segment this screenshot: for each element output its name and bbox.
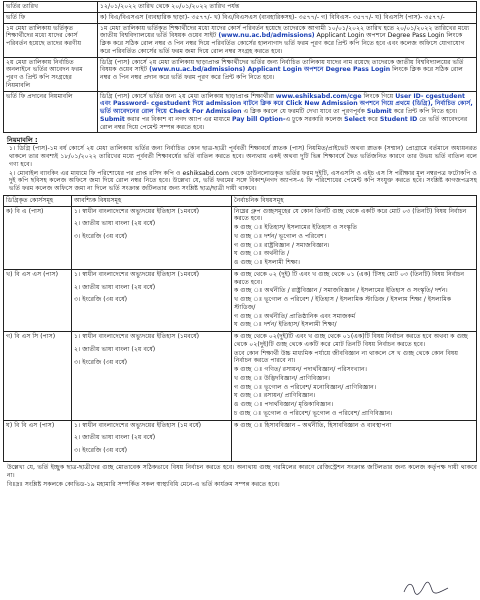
elective-subject: ঘ গুচ্ছ ঃ রসায়ন/ প্রাণিবিজ্ঞান। bbox=[234, 392, 316, 400]
rule-item: ২। মোবাইল ব্যাংকিং এর মাধ্যমে ফি পরিশোধের পর প্রাপ্ত রসিদ কপি ও eshiksabd.com থেকে ডাউনলোডকৃত ভর্তির ফরম দুইটি, এসএসসি ও এইচ এস সি পরীক্ষার মূল নম্বরপত্র ফটোকপি ও দুই কপি ছবিসহ কলেজ অফিসে জমা দিয়ে রোল নম্বর নিতে হবে। উল্লেখ্য যে, ভর্তি ফরমের সঙ্গে বিকাশ/নগদ অ্যাপস-এ ফি পরিশোধের পেমেন্ট কপি সংযুক্ত করতে হবে। সংশ্লিষ্ট কাগজপত্রসহ ভর্তি ফরম কলেজ অফিসে জমা না দিলে ভর্তি সংক্রান্ত জটিলতার জন্য সংশ্লিষ্ট ছাত্র/ছাত্রী দায়ী থাকবে। bbox=[9, 169, 477, 193]
info-row bbox=[4, 57, 477, 91]
col-general: আবশ্যিক বিষয়সমূহ bbox=[72, 195, 232, 206]
elective-subject: গ গুচ্ছ ঃ অর্থনীতি/ প্রাতিষ্ঠানিক এবং সমাজকর্ম bbox=[234, 312, 356, 320]
info-row bbox=[4, 23, 477, 57]
elective-subject: খ গুচ্ছ ঃ ভূগোল ও পরিবেশ / ইতিহাস / ইসলামিক স্টাডিজ / ইসলাম শিক্ষা / ইসলামিক স্টাডিজ/ bbox=[234, 296, 452, 311]
elective-subject: তবে কোন শিক্ষার্থী উচ্চ মাধ্যমিক পর্যায়ে জীববিজ্ঞান না থাকলে সে খ গুচ্ছ থেকে কোন বিষয় নির্বাচন করতে পারবে না। bbox=[234, 349, 458, 365]
info-value-part: User ID- cgestudent এবং Password- cgestudent দিয়ে admission বাটনে ক্লিক করে Click New Admission অপশনে গিয়ে প্রথমে (ডিগ্রি), নির্বাচিত কোর্স, ভর্তি আবেদনের রোল দিয়ে Check For Admission bbox=[100, 92, 473, 115]
col-degree: ডিগ্রিকৃত কোর্সসমূহ bbox=[4, 195, 72, 206]
info-value-part: Student ID bbox=[379, 115, 418, 123]
elective-subject: ক গুচ্ছ ঃ গণিত/ রসায়ন/ পদার্থবিজ্ঞান/ পরিসংখ্যান। bbox=[234, 366, 367, 374]
general-subject: ২। জাতীয় ভাষা বাংলা (২য় বর্ষে) bbox=[74, 283, 156, 291]
info-value-part: Select bbox=[344, 115, 366, 123]
elective-subject: ক গুচ্ছ থেকে ০২(দুই)টি এবং খ গুচ্ছ থেকে ০১(এক)টি বিষয় নির্বাচন করতে হবে অথবা ক গুচ্ছ থেকে ০২(দুই)টি গুচ্ছ থেকে একটি করে মোট তিনটি বিষয় নির্বাচন করতে হবে। bbox=[234, 333, 468, 348]
subject-row bbox=[4, 206, 477, 269]
info-value-part: করার পর বিকাশ বা নগদ অ্যাপ এর মাধ্যমে bbox=[124, 115, 232, 123]
info-value-part: www.eshiksabd.com/cge bbox=[275, 92, 362, 100]
info-value bbox=[98, 23, 477, 57]
elective-subject: ক গুচ্ছ ঃ ইতিহাস/ ইসলামের ইতিহাস ও সংস্কৃতি bbox=[234, 224, 358, 232]
subject-row bbox=[4, 269, 477, 331]
info-value-part: এ ঢুকে সরকারি কলেজ bbox=[285, 115, 345, 123]
elective-subject: চ গুচ্ছ ঃ ভূগোল ও পরিবেশ/ ভূগোল ও পরিবেশ/ প্রাণিবিজ্ঞান। bbox=[234, 409, 393, 417]
info-row bbox=[4, 2, 477, 13]
info-value: ক) বিএ/বিএসএস (ব্যবহারিক ছাড়া)- ৩৫৭৭/- খ) বিএ/বিএসএস (ব্যবহারিকসহ)- ৩৫৭৭/- গ) বিবিএস- ৩৫৭৭/- ঘ) বিএসসি (পাস)- ৩৫৭৭/- bbox=[98, 12, 477, 23]
elective-subject: খ গুচ্ছ ঃ দর্শন/ ভূগোল ও পরিবেশ। bbox=[234, 232, 327, 240]
elective-subject: ক গুচ্ছ ঃ হিসাববিজ্ঞান – অর্থনীতি, হিসাববিজ্ঞান ও ব্যবস্থাপনা bbox=[234, 421, 392, 429]
elective-subject: ক গুচ্ছ থেকে ০২ (দুই) টি এবং খ গুচ্ছ থেকে ০১ (এক) টিসহ মোট ০৩ (তিনটি) বিষয় নির্বাচন করতে হবে। bbox=[234, 270, 465, 286]
degree-cell: ঘ) বি বি এস (পাস) bbox=[4, 420, 72, 461]
degree-cell: ক) বি এ (পাস) bbox=[4, 206, 72, 269]
general-subject: ৩। ইংরেজি (৩য় বর্ষে) bbox=[74, 447, 128, 455]
col-elective: নৈর্বাচনিক বিষয়সমূহ bbox=[232, 195, 477, 206]
general-subjects-cell bbox=[72, 206, 232, 269]
rule-item: ১। ডিগ্রি (পাস)-১ম বর্ষ কোর্সে ২য় মেধা তালিকায় ভর্তির জন্য নির্বাচিত কোন ছাত্র-ছাত্রী পূর্ববর্তী শিক্ষাবর্ষে স্নাতক (পাস) নিয়মিত/প্রাইভেট অথবা স্নাতক (সম্মান) প্রোগ্রামে বর্তমানে অধ্যয়নরত থাকলে তার অবশ্যই ১৮/০১/২০২২ তারিখের মধ্যে পূর্ববর্তী শিক্ষাবর্ষের ভর্তি বাতিল করতে হবে। অন্যথায় একই অথবা দুটি ভিন্ন শিক্ষাবর্ষে দ্বৈত ভর্তিজনিত কারণে তার উভয় ভর্তি বাতিল বলে গণ্য হবে। bbox=[9, 145, 477, 168]
info-value-part: ডিগ্রি (পাস) কোর্সে ভর্তির জন্য ২য় মেধা তালিকায় ছাড়াপ্রাপ্ত শিক্ষার্থীরা bbox=[100, 92, 276, 100]
general-subject: ১। স্বাধীন বাংলাদেশের অভ্যুদয়ের ইতিহাস (১মবর্ষে) bbox=[74, 333, 200, 341]
info-row bbox=[4, 12, 477, 23]
elective-subject: নিম্নের গ্রুপ গুচ্ছসমূহের যে কোন তিনটি গুচ্ছ থেকে একটি করে মোট ০৩ (তিনটি) বিষয় নির্বাচন করতে হবে। bbox=[234, 207, 467, 223]
subject-row bbox=[4, 420, 477, 461]
elective-subject: ঘ গুচ্ছ ঃ অর্থনীতি / bbox=[234, 250, 290, 258]
rules-list bbox=[3, 145, 477, 193]
info-value-part: Pay bill Option- bbox=[231, 115, 286, 123]
info-value: ১২/০১/২০২২ তারিখ থেকে ২০/০১/২০২২ তারিখ পর্যন্ত bbox=[98, 2, 477, 13]
info-label: ভর্তি ফি প্রদানের নিয়মাবলি bbox=[4, 91, 98, 133]
general-subjects-cell bbox=[72, 420, 232, 461]
info-value-part: (www.nu.ac.bd/admissions) Applicant Login অপশনে Degree Pass Login bbox=[149, 66, 391, 74]
general-subject: ২। জাতীয় ভাষা বাংলা (২য় বর্ষে) bbox=[74, 434, 156, 442]
elective-subjects-cell bbox=[232, 332, 477, 421]
info-value-part: করে bbox=[365, 115, 380, 123]
general-subjects-cell bbox=[72, 269, 232, 331]
info-label: ভর্তির তারিখ bbox=[4, 2, 98, 13]
info-row bbox=[4, 91, 477, 133]
elective-subject: গ গুচ্ছ ঃ রাষ্ট্রবিজ্ঞান / সমাজবিজ্ঞান। bbox=[234, 241, 330, 249]
elective-subjects-cell bbox=[232, 206, 477, 269]
info-label: ১ম মেধা তালিকায় ভর্তিকৃত শিক্ষার্থীদের মধ্যে যাদের কোর্স পরিবর্তন হয়েছে তাদের করণীয় bbox=[4, 23, 98, 57]
admission-info-table bbox=[3, 1, 477, 133]
info-value-part: Applicant Login অপশনে Degree Pass Login লিংকে ক্লিক করে সঠিক রোল নম্বর ও পিন নম্বর দিয়ে পরিবর্তিত কোর্সের হালনাগাদ ভর্তি ফরম পূরণ করে প্রিন্ট কপি নিতে হবে এবং কলেজ অফিসে যোগাযোগ করে পরিবর্তিত কোর্সের ভর্তি ফরম জমা দিয়ে রোল নম্বর সংগ্রহ করতে হবে। bbox=[100, 32, 465, 55]
elective-subjects-cell bbox=[232, 420, 477, 461]
info-value-part: করে প্রিন্ট কপি নিতে হবে। bbox=[391, 108, 458, 115]
degree-cell: গ) বি এস সি (পাস) bbox=[4, 332, 72, 421]
elective-subject: খ গুচ্ছ ঃ উদ্ভিদবিজ্ঞান/ প্রাণিবিজ্ঞান। bbox=[234, 374, 330, 382]
general-subject: ৩। ইংরেজি (৩য় বর্ষে) bbox=[74, 233, 128, 241]
info-label: ২য় মেধা তালিকায় নির্বাচিত অনলাইনে ভর্তির আবেদন ফরম পূরণ ও প্রিন্ট কপি সংগ্রহের নিয়মাবলি bbox=[4, 57, 98, 91]
footer-bottom: বিঃদ্রঃ সংশ্লিষ্ট সকলকে কোভিড-১৯ মহামারি সম্পর্কিত সকল স্বাস্থ্যবিধি মেনে-এ ভর্তি কার্যক্রম সম্পন্ন করতে হবে। bbox=[7, 481, 280, 489]
info-label: ভর্তি ফি bbox=[4, 12, 98, 23]
info-value-part: লিংকে ক্লিক করে সঠিক রোল নম্বর ও পিন নম্বর প্রদান করে ভর্তি ফরম পূরণ করে প্রিন্ট কপি নিতে হবে। bbox=[100, 66, 463, 81]
subjects-header-row bbox=[4, 195, 477, 206]
info-value bbox=[98, 57, 477, 91]
elective-subject: ঙ গুচ্ছ ঃ ইসলামী শিক্ষা। bbox=[234, 259, 300, 267]
general-subject: ১। স্বাধীন বাংলাদেশের অভ্যুদয়ের ইতিহাস (১মবর্ষে) bbox=[74, 207, 200, 215]
general-subject: ২। জাতীয় ভাষা বাংলা (২য় বর্ষে) bbox=[74, 220, 156, 228]
footer-note: উল্লেখ্য যে, ভর্তি ইচ্ছুক ছাত্র-ছাত্রীদের গুচ্ছ মোতাবেক সঠিকভাবে বিষয় নির্বাচন করতে হবে। অন্যথায় গুচ্ছ গরমিলের কারণে রেজিস্ট্রেশন সংক্রান্ত জটিলতার জন্য কলেজ কর্তৃপক্ষ দায়ী থাকবে না। bbox=[7, 463, 477, 479]
elective-subject: ঙ গুচ্ছ ঃ পদার্থবিজ্ঞান/ মৃত্তিকাবিজ্ঞান। bbox=[234, 401, 334, 409]
signature-icon bbox=[402, 580, 450, 596]
info-value-part: লিংকে গিয়ে bbox=[361, 92, 396, 100]
general-subject: ১। স্বাধীন বাংলাদেশের অভ্যুদয়ের ইতিহাস (১মবর্ষে) bbox=[74, 270, 200, 278]
general-subject: ৩। ইংরেজি (৩য় বর্ষে) bbox=[74, 296, 128, 304]
degree-cell: খ) বি এস এস (পাস) bbox=[4, 269, 72, 331]
general-subjects-cell bbox=[72, 332, 232, 421]
info-value-part: এ ক্লিক করলে যে ফরমটি দেখা যাবে তা পূরণপূর্বক bbox=[241, 108, 367, 115]
info-value-part: Submit bbox=[366, 108, 392, 115]
general-subject: ১। স্বাধীন বাংলাদেশের অভ্যুদয়ের ইতিহাস (১ম বর্ষে) bbox=[74, 421, 202, 429]
elective-subject: ক গুচ্ছ ঃ অর্থনীতি / রাষ্ট্রবিজ্ঞান / সমাজবিজ্ঞান / ইসলামের ইতিহাস ও সংস্কৃতি/ দর্শন। bbox=[234, 287, 448, 295]
elective-subjects-cell bbox=[232, 269, 477, 331]
info-value-part: Submit bbox=[100, 115, 125, 123]
subjects-table bbox=[3, 195, 477, 462]
info-value-part: ১ম মেধা তালিকায় ভর্তিকৃত শিক্ষার্থীদের মধ্যে যাদের কোর্স পরিবর্তন হয়েছে তাদেরকে আগামী ১০/০১/২০২২ তারিখ হতে ২০/০১/২০২২ তারিখের মধ্যে জাতীয় বিশ্ববিদ্যালয়ের ভর্তি বিষয়ক ওয়েব সাইট bbox=[100, 24, 470, 40]
general-subject: ২। জাতীয় ভাষা বাংলা (২য় বর্ষে) bbox=[74, 345, 156, 353]
elective-subject: গ গুচ্ছ ঃ ভূগোল ও পরিবেশ/ মনোবিজ্ঞান/ প্রাণিবিজ্ঞান। bbox=[234, 383, 377, 391]
subject-row bbox=[4, 332, 477, 421]
info-value-part: ডিগ্রি (পাস) কোর্সে ২য় মেধা তালিকায় ছাড়াপ্রাপ্ত শিক্ষার্থীদের ভর্তির জন্য নির্বাচিত তালিকায় যাদের নাম রয়েছে তাদেরকে জাতীয় বিশ্ববিদ্যালয়ের ভর্তি বিষয়ক ওয়েব সাইট bbox=[100, 58, 464, 74]
general-subject: ৩। ইংরেজি (৩য় বর্ষে) bbox=[74, 358, 128, 366]
info-value-part: (www.nu.ac.bd/admissions) bbox=[218, 32, 315, 40]
elective-subject: ঘ গুচ্ছ ঃ দর্শন/ ইতিহাস/ ইসলামী শিক্ষা/ bbox=[234, 321, 337, 329]
rules-title: নিয়মাবলি : bbox=[7, 136, 38, 145]
info-value-part: তে ভর্তি আবেদনের রোল নম্বর দিয়ে পেমেন্ট সম্পন্ন করতে হবে। bbox=[100, 115, 468, 131]
info-value bbox=[98, 91, 477, 133]
